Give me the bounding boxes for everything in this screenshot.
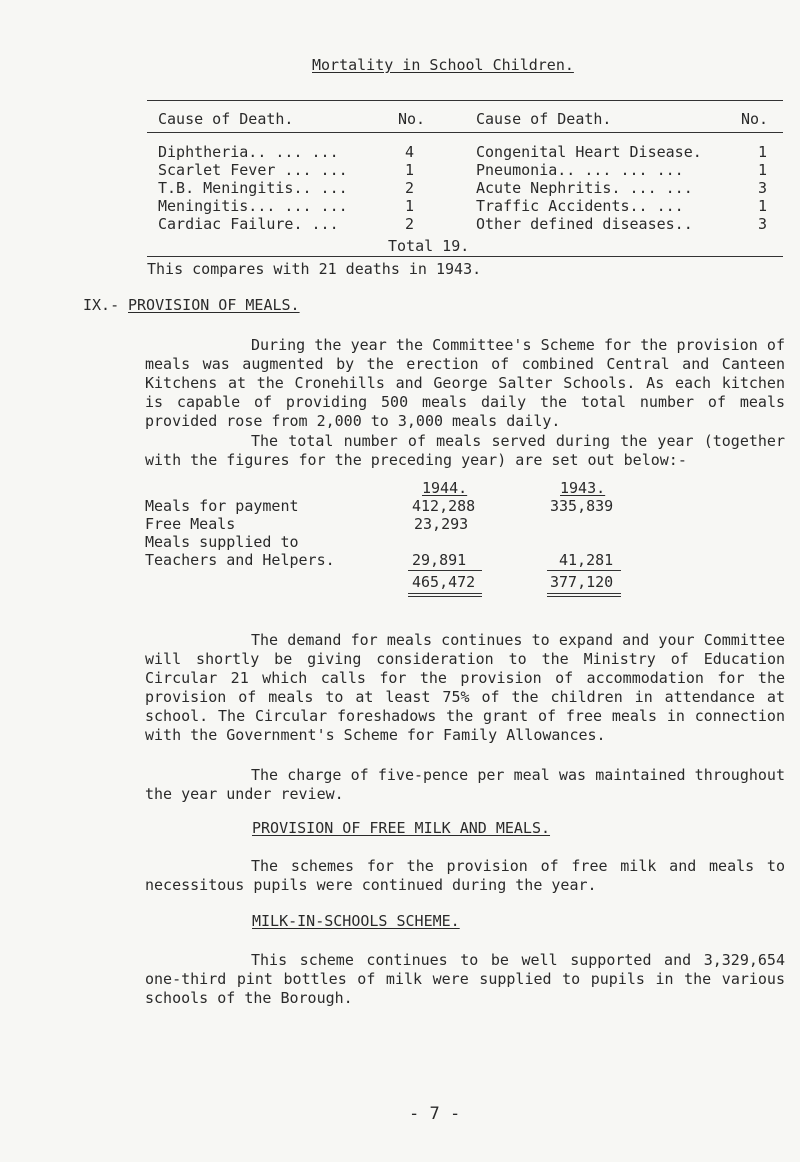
page-number: - 7 - bbox=[409, 1104, 461, 1124]
count-right-3: 3 bbox=[758, 179, 768, 197]
meals-row-label: Free Meals bbox=[145, 515, 236, 533]
meals-total-1944: 465,472 bbox=[412, 573, 476, 591]
meals-subtotal-rule-1944 bbox=[408, 570, 482, 571]
meals-row-value-1944: 29,891 bbox=[412, 551, 467, 569]
count-right-2: 1 bbox=[758, 161, 768, 179]
cause-left-5: Cardiac Failure. ... bbox=[158, 215, 339, 233]
paragraph-meals-intro: The total number of meals served during the year (together with the figures for the preceding year) are set out below:- bbox=[145, 432, 785, 469]
count-left-3: 2 bbox=[405, 179, 415, 197]
table-bottom-rule bbox=[147, 256, 783, 257]
header-cause-left: Cause of Death. bbox=[158, 110, 294, 128]
count-left-1: 4 bbox=[405, 143, 415, 161]
cause-right-5: Other defined diseases.. bbox=[476, 215, 693, 233]
table-top-rule bbox=[147, 100, 783, 101]
meals-row-label: Meals supplied to bbox=[145, 533, 299, 551]
count-right-4: 1 bbox=[758, 197, 768, 215]
meals-row-value-1943: 41,281 bbox=[559, 551, 614, 569]
meals-row-label: Teachers and Helpers. bbox=[145, 551, 335, 569]
meals-total-rule-1943 bbox=[547, 593, 621, 594]
cause-left-3: T.B. Meningitis.. ... bbox=[158, 179, 348, 197]
count-left-2: 1 bbox=[405, 161, 415, 179]
paragraph-milk-scheme: This scheme continues to be well supported and 3,329,654 one-third pint bottles of milk were supplied to pupils in the various schools of the Borough. bbox=[145, 951, 785, 1007]
cause-right-2: Pneumonia.. ... ... ... bbox=[476, 161, 684, 179]
count-right-1: 1 bbox=[758, 143, 768, 161]
meals-total-1943: 377,120 bbox=[550, 573, 614, 591]
section-heading: PROVISION OF MEALS. bbox=[128, 296, 300, 314]
cause-right-1: Congenital Heart Disease. bbox=[476, 143, 702, 161]
meals-total-double-rule-1943 bbox=[547, 596, 621, 597]
header-no-left: No. bbox=[398, 110, 426, 128]
header-cause-right: Cause of Death. bbox=[476, 110, 612, 128]
cause-left-4: Meningitis... ... ... bbox=[158, 197, 348, 215]
compare-note: This compares with 21 deaths in 1943. bbox=[147, 260, 482, 278]
meals-row-value-1944: 23,293 bbox=[414, 515, 469, 533]
meals-row-label: Meals for payment bbox=[145, 497, 299, 515]
cause-left-2: Scarlet Fever ... ... bbox=[158, 161, 348, 179]
meals-row-value-1943: 335,839 bbox=[550, 497, 614, 515]
heading-free-milk-meals: PROVISION OF FREE MILK AND MEALS. bbox=[252, 819, 551, 837]
meals-row-value-1944: 412,288 bbox=[412, 497, 476, 515]
heading-milk-in-schools: MILK-IN-SCHOOLS SCHEME. bbox=[252, 912, 460, 930]
meals-total-rule-1944 bbox=[408, 593, 482, 594]
meals-year-1944: 1944. bbox=[422, 479, 468, 497]
count-left-5: 2 bbox=[405, 215, 415, 233]
meals-subtotal-rule-1943 bbox=[547, 570, 621, 571]
paragraph-free-milk: The schemes for the provision of free milk and meals to necessitous pupils were continued during the year. bbox=[145, 857, 785, 894]
meals-year-1943: 1943. bbox=[560, 479, 606, 497]
paragraph-demand: The demand for meals continues to expand and your Committee will shortly be giving consideration to the Ministry of Education Circular 21 which calls for the provision of accommodation for the provision of meals to at least 75% of the children in attendance at school. The Circular foreshadows the grant of free meals in connection with the Government's Scheme for Family Allowances. bbox=[145, 631, 785, 744]
count-left-4: 1 bbox=[405, 197, 415, 215]
cause-left-1: Diphtheria.. ... ... bbox=[158, 143, 339, 161]
paragraph-kitchens: During the year the Committee's Scheme for the provision of meals was augmented by the erection of combined Central and Canteen Kitchens at the Cronehills and George Salter Schools. As each kitchen is capable of providing 500 meals daily the total number of meals provided rose from 2,000 to 3,000 meals daily. bbox=[145, 336, 785, 430]
header-rule bbox=[147, 132, 783, 133]
paragraph-charge: The charge of five-pence per meal was maintained throughout the year under review. bbox=[145, 766, 785, 803]
count-right-5: 3 bbox=[758, 215, 768, 233]
meals-total-double-rule-1944 bbox=[408, 596, 482, 597]
cause-right-4: Traffic Accidents.. ... bbox=[476, 197, 684, 215]
section-number: IX.- bbox=[83, 296, 120, 314]
page-title: Mortality in School Children. bbox=[312, 56, 574, 74]
cause-right-3: Acute Nephritis. ... ... bbox=[476, 179, 693, 197]
header-no-right: No. bbox=[741, 110, 769, 128]
table-total: Total 19. bbox=[388, 237, 470, 255]
